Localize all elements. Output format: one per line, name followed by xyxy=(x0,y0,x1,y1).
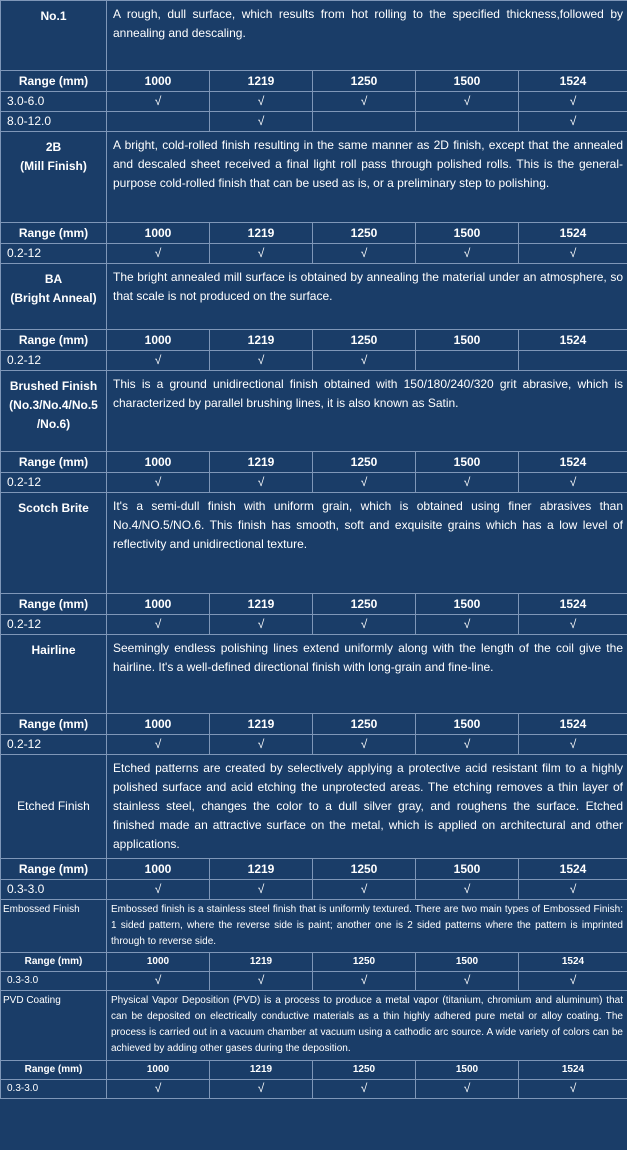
range-value: 0.3-3.0 xyxy=(1,972,107,991)
range-header-row xyxy=(1,330,627,351)
check-mark: √ xyxy=(463,1081,471,1095)
width-column-header: 1000 xyxy=(107,594,210,615)
finish-name xyxy=(1,371,107,452)
check-mark: √ xyxy=(257,617,265,631)
finish-description-row xyxy=(1,635,627,714)
availability-cell xyxy=(313,92,416,112)
check-mark: √ xyxy=(360,94,368,108)
availability-cell xyxy=(416,92,519,112)
finish-name-line: 2B xyxy=(45,140,62,154)
finish-description-row xyxy=(1,264,627,330)
availability-cell xyxy=(313,473,416,493)
width-column-header: 1219 xyxy=(210,714,313,735)
width-column-header: 1524 xyxy=(519,1061,627,1080)
finish-name xyxy=(1,991,107,1061)
availability-cell xyxy=(519,351,627,371)
availability-cell xyxy=(107,112,210,132)
availability-cell xyxy=(519,880,627,900)
range-row xyxy=(1,972,627,991)
availability-cell xyxy=(416,1080,519,1099)
width-column-header: 1500 xyxy=(416,330,519,351)
range-header-row xyxy=(1,71,627,92)
availability-cell xyxy=(313,880,416,900)
finish-name xyxy=(1,635,107,714)
availability-cell xyxy=(210,735,313,755)
width-column-header: 1524 xyxy=(519,71,627,92)
range-header-row xyxy=(1,859,627,880)
check-mark: √ xyxy=(257,475,265,489)
check-mark: √ xyxy=(360,973,368,987)
availability-cell xyxy=(313,112,416,132)
width-column-header: 1250 xyxy=(313,71,416,92)
width-column-header: 1219 xyxy=(210,953,313,972)
range-column-header: Range (mm) xyxy=(1,71,107,92)
width-column-header: 1500 xyxy=(416,859,519,880)
width-column-header: 1524 xyxy=(519,859,627,880)
check-mark: √ xyxy=(154,94,162,108)
range-row xyxy=(1,1080,627,1099)
range-row xyxy=(1,473,627,493)
width-column-header: 1524 xyxy=(519,452,627,473)
availability-cell xyxy=(210,972,313,991)
availability-cell xyxy=(107,92,210,112)
check-mark: √ xyxy=(257,737,265,751)
availability-cell xyxy=(313,735,416,755)
check-mark: √ xyxy=(257,114,265,128)
check-mark: √ xyxy=(569,94,577,108)
check-mark: √ xyxy=(257,1081,265,1095)
check-mark: √ xyxy=(360,882,368,896)
check-mark: √ xyxy=(463,617,471,631)
finish-name xyxy=(1,1,107,71)
range-column-header: Range (mm) xyxy=(1,594,107,615)
finish-description: A rough, dull surface, which results from hot rolling to the specified thickness,followed by annealing and descaling. xyxy=(107,1,627,71)
range-header-row xyxy=(1,594,627,615)
check-mark: √ xyxy=(154,973,162,987)
range-column-header: Range (mm) xyxy=(1,953,107,972)
check-mark: √ xyxy=(569,737,577,751)
width-column-header: 1500 xyxy=(416,953,519,972)
availability-cell xyxy=(416,615,519,635)
width-column-header: 1250 xyxy=(313,223,416,244)
availability-cell xyxy=(519,615,627,635)
range-header-row xyxy=(1,452,627,473)
finish-description-row xyxy=(1,1,627,71)
finish-name-line: No.1 xyxy=(40,9,67,23)
width-column-header: 1219 xyxy=(210,452,313,473)
availability-cell xyxy=(107,615,210,635)
availability-cell xyxy=(107,1080,210,1099)
check-mark: √ xyxy=(569,475,577,489)
finish-name-line: Etched Finish xyxy=(17,799,90,813)
check-mark: √ xyxy=(154,1081,162,1095)
width-column-header: 1500 xyxy=(416,594,519,615)
finish-name xyxy=(1,132,107,223)
check-mark: √ xyxy=(154,475,162,489)
check-mark: √ xyxy=(154,737,162,751)
width-column-header: 1250 xyxy=(313,452,416,473)
width-column-header: 1250 xyxy=(313,859,416,880)
check-mark: √ xyxy=(257,882,265,896)
width-column-header: 1000 xyxy=(107,714,210,735)
availability-cell xyxy=(313,972,416,991)
range-row xyxy=(1,615,627,635)
range-value: 0.2-12 xyxy=(1,244,107,264)
range-header-row xyxy=(1,1061,627,1080)
range-header-row xyxy=(1,223,627,244)
finish-name xyxy=(1,264,107,330)
finish-name-line: (Bright Anneal) xyxy=(10,291,97,305)
availability-cell xyxy=(416,473,519,493)
availability-cell xyxy=(210,244,313,264)
check-mark: √ xyxy=(360,1081,368,1095)
width-column-header: 1500 xyxy=(416,71,519,92)
range-row xyxy=(1,112,627,132)
availability-cell xyxy=(519,473,627,493)
finish-description: It's a semi-dull finish with uniform grain, which is obtained using finer abrasives than No.4/NO.5/NO.6. This finish has smooth, soft and exquisite grains which has a low level of reflectivity and unidirectional texture. xyxy=(107,493,627,594)
finish-name-line: /No.6) xyxy=(36,417,71,431)
check-mark: √ xyxy=(569,973,577,987)
width-column-header: 1524 xyxy=(519,953,627,972)
availability-cell xyxy=(107,473,210,493)
finish-name-line: (Mill Finish) xyxy=(20,159,87,173)
check-mark: √ xyxy=(463,973,471,987)
check-mark: √ xyxy=(360,737,368,751)
availability-cell xyxy=(519,735,627,755)
width-column-header: 1524 xyxy=(519,714,627,735)
width-column-header: 1219 xyxy=(210,594,313,615)
availability-cell xyxy=(519,112,627,132)
range-value: 0.2-12 xyxy=(1,735,107,755)
range-column-header: Range (mm) xyxy=(1,1061,107,1080)
availability-cell xyxy=(210,615,313,635)
finish-name xyxy=(1,900,107,953)
width-column-header: 1000 xyxy=(107,953,210,972)
check-mark: √ xyxy=(154,246,162,260)
check-mark: √ xyxy=(569,114,577,128)
range-value: 0.2-12 xyxy=(1,615,107,635)
availability-cell xyxy=(416,112,519,132)
width-column-header: 1219 xyxy=(210,330,313,351)
finish-name xyxy=(1,493,107,594)
availability-cell xyxy=(313,244,416,264)
availability-cell xyxy=(313,351,416,371)
availability-cell xyxy=(313,1080,416,1099)
availability-cell xyxy=(313,615,416,635)
finish-description-row xyxy=(1,371,627,452)
width-column-header: 1250 xyxy=(313,1061,416,1080)
finish-name-line: Scotch Brite xyxy=(18,501,89,515)
check-mark: √ xyxy=(569,246,577,260)
width-column-header: 1500 xyxy=(416,714,519,735)
width-column-header: 1000 xyxy=(107,223,210,244)
width-column-header: 1250 xyxy=(313,953,416,972)
availability-cell xyxy=(107,244,210,264)
range-row xyxy=(1,880,627,900)
range-row xyxy=(1,351,627,371)
finish-description-row xyxy=(1,991,627,1061)
availability-cell xyxy=(416,351,519,371)
check-mark: √ xyxy=(360,353,368,367)
finish-name-line: PVD Coating xyxy=(3,995,61,1006)
check-mark: √ xyxy=(463,246,471,260)
range-row xyxy=(1,735,627,755)
range-value: 3.0-6.0 xyxy=(1,92,107,112)
range-value: 0.3-3.0 xyxy=(1,1080,107,1099)
finish-name-line: Brushed Finish xyxy=(9,379,98,393)
range-value: 8.0-12.0 xyxy=(1,112,107,132)
finish-description: A bright, cold-rolled finish resulting in the same manner as 2D finish, except that the annealed and descaled sheet received a final light roll pass through polished rolls. This is the general-purpose cold-rolled finish that can be used as is, or a preliminary step to polishing. xyxy=(107,132,627,223)
check-mark: √ xyxy=(360,617,368,631)
finish-description: Seemingly endless polishing lines extend uniformly along with the length of the coil give the hairline. It's a well-defined directional finish with long-grain and fine-line. xyxy=(107,635,627,714)
finish-name-line: Embossed Finish xyxy=(3,904,80,915)
availability-cell xyxy=(519,92,627,112)
finish-description: Embossed finish is a stainless steel finish that is uniformly textured. There are two main types of Embossed Finish: 1 sided pattern, where the reverse side is paint; another one is 2 sided patterns where the pattern is imprinted through to reverse side. xyxy=(107,900,627,953)
check-mark: √ xyxy=(463,737,471,751)
range-column-header: Range (mm) xyxy=(1,714,107,735)
availability-cell xyxy=(519,972,627,991)
finish-description: Etched patterns are created by selectively applying a protective acid resistant film to a highly polished surface and acid etching the unprotected areas. The etching removes a thin layer of stainless steel, changes the color to a dull silver gray, and roughens the surface. Etched finished made an attractive surface on the metal, which is applied on architectural and other applications. xyxy=(107,755,627,859)
check-mark: √ xyxy=(463,475,471,489)
range-row xyxy=(1,244,627,264)
width-column-header: 1500 xyxy=(416,452,519,473)
finish-description-row xyxy=(1,132,627,223)
finish-description: This is a ground unidirectional finish obtained with 150/180/240/320 grit abrasive, which is characterized by parallel brushing lines, it is also known as Satin. xyxy=(107,371,627,452)
check-mark: √ xyxy=(154,617,162,631)
width-column-header: 1250 xyxy=(313,714,416,735)
range-column-header: Range (mm) xyxy=(1,859,107,880)
availability-cell xyxy=(416,880,519,900)
check-mark: √ xyxy=(360,246,368,260)
range-header-row xyxy=(1,953,627,972)
availability-cell xyxy=(210,92,313,112)
check-mark: √ xyxy=(569,617,577,631)
range-header-row xyxy=(1,714,627,735)
availability-cell xyxy=(107,735,210,755)
availability-cell xyxy=(107,972,210,991)
finish-description-row xyxy=(1,755,627,859)
check-mark: √ xyxy=(569,882,577,896)
width-column-header: 1250 xyxy=(313,594,416,615)
range-column-header: Range (mm) xyxy=(1,223,107,244)
finish-name xyxy=(1,755,107,859)
availability-cell xyxy=(210,473,313,493)
range-column-header: Range (mm) xyxy=(1,452,107,473)
availability-cell xyxy=(210,880,313,900)
availability-cell xyxy=(416,735,519,755)
width-column-header: 1219 xyxy=(210,71,313,92)
width-column-header: 1219 xyxy=(210,859,313,880)
width-column-header: 1500 xyxy=(416,1061,519,1080)
width-column-header: 1000 xyxy=(107,859,210,880)
check-mark: √ xyxy=(257,94,265,108)
range-column-header: Range (mm) xyxy=(1,330,107,351)
finish-description-row xyxy=(1,900,627,953)
availability-cell xyxy=(107,880,210,900)
check-mark: √ xyxy=(463,882,471,896)
finish-table-body xyxy=(1,1,627,1099)
availability-cell xyxy=(210,351,313,371)
availability-cell xyxy=(416,244,519,264)
check-mark: √ xyxy=(154,353,162,367)
check-mark: √ xyxy=(463,94,471,108)
width-column-header: 1219 xyxy=(210,1061,313,1080)
finish-name-line: Hairline xyxy=(31,643,76,657)
width-column-header: 1524 xyxy=(519,223,627,244)
range-value: 0.3-3.0 xyxy=(1,880,107,900)
check-mark: √ xyxy=(257,973,265,987)
check-mark: √ xyxy=(154,882,162,896)
check-mark: √ xyxy=(360,475,368,489)
availability-cell xyxy=(519,244,627,264)
width-column-header: 1500 xyxy=(416,223,519,244)
check-mark: √ xyxy=(257,353,265,367)
width-column-header: 1524 xyxy=(519,330,627,351)
width-column-header: 1524 xyxy=(519,594,627,615)
availability-cell xyxy=(210,112,313,132)
check-mark: √ xyxy=(257,246,265,260)
finish-name-line: BA xyxy=(44,272,63,286)
availability-cell xyxy=(416,972,519,991)
width-column-header: 1000 xyxy=(107,452,210,473)
width-column-header: 1250 xyxy=(313,330,416,351)
range-row xyxy=(1,92,627,112)
availability-cell xyxy=(107,351,210,371)
range-value: 0.2-12 xyxy=(1,473,107,493)
width-column-header: 1219 xyxy=(210,223,313,244)
finish-description: The bright annealed mill surface is obtained by annealing the material under an atmosphere, so that scale is not produced on the surface. xyxy=(107,264,627,330)
finish-name-line: (No.3/No.4/No.5 xyxy=(9,398,98,412)
width-column-header: 1000 xyxy=(107,71,210,92)
availability-cell xyxy=(210,1080,313,1099)
finish-description-row xyxy=(1,493,627,594)
range-value: 0.2-12 xyxy=(1,351,107,371)
width-column-header: 1000 xyxy=(107,330,210,351)
width-column-header: 1000 xyxy=(107,1061,210,1080)
availability-cell xyxy=(519,1080,627,1099)
finish-description: Physical Vapor Deposition (PVD) is a process to produce a metal vapor (titanium, chromium and aluminum) that can be deposited on electrically conductive materials as a thin highly adhered pure metal or alloy coating. The process is carried out in a vacuum chamber at vacuum using a cathodic arc source. A wide variety of colors can be achieved by adding other gases during the deposition. xyxy=(107,991,627,1061)
check-mark: √ xyxy=(569,1081,577,1095)
